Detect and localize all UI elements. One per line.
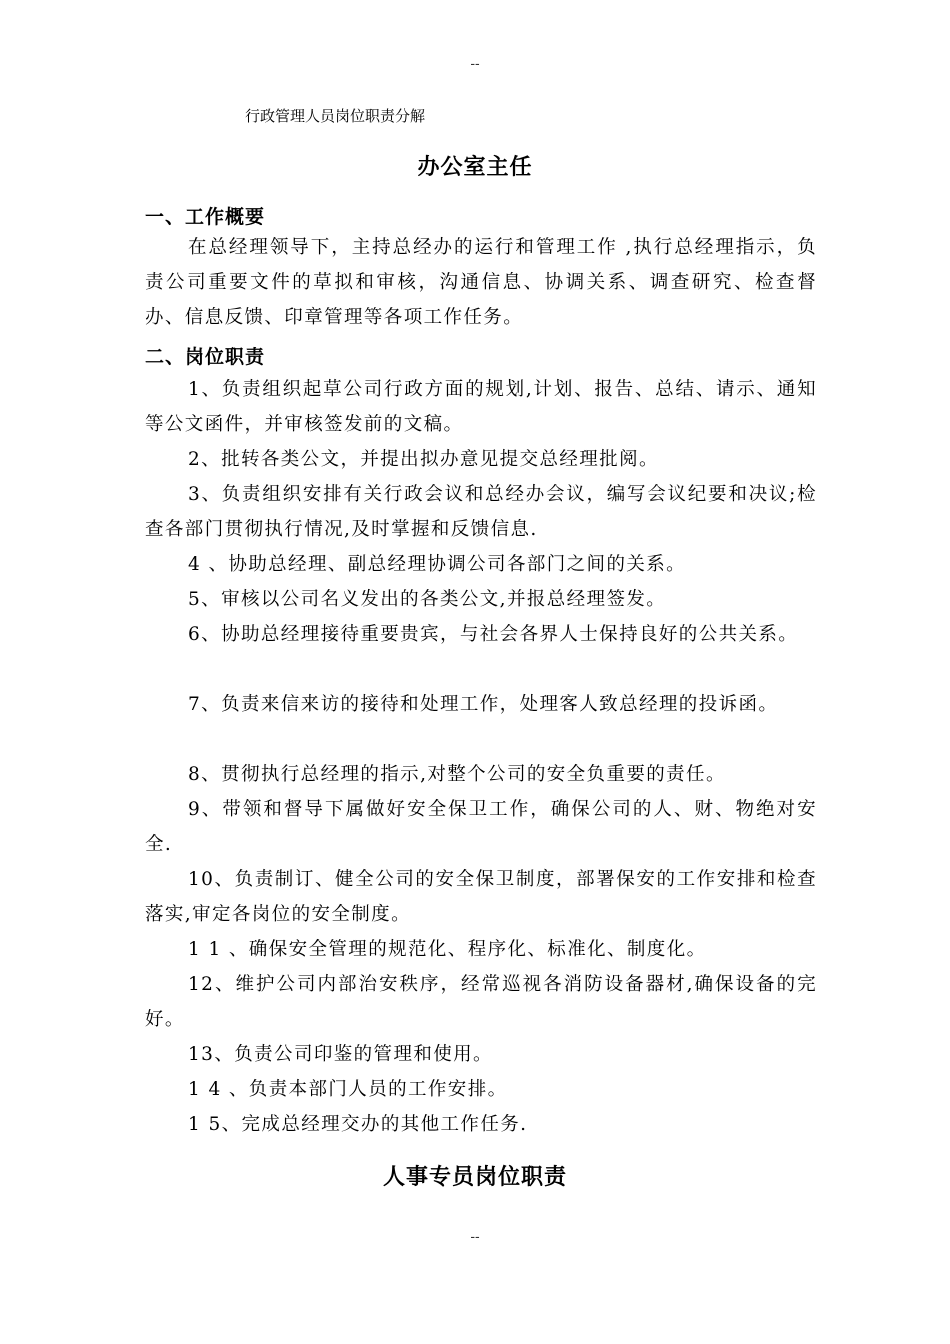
duty-item-7: 7、负责来信来访的接待和处理工作，处理客人致总经理的投诉函。 xyxy=(188,694,779,715)
duty-item-10: 10、负责制订、健全公司的安全保卫制度，部署保安的工作安排和检查落实,审定各岗位的安全制度。 xyxy=(145,869,817,925)
duty-item-2: 2、批转各类公文，并提出拟办意见提交总经理批阅。 xyxy=(188,449,659,470)
duty-item-11: 1 1 、确保安全管理的规范化、程序化、标准化、制度化。 xyxy=(188,939,707,960)
duty-item-14: 1 4 、负责本部门人员的工作安排。 xyxy=(188,1079,508,1100)
duty-item-1: 1、负责组织起草公司行政方面的规划,计划、报告、总结、请示、通知等公文函件，并审核签发前的文稿。 xyxy=(145,379,817,435)
header-marker: -- xyxy=(470,55,480,71)
duty-item-15: 1 5、完成总经理交办的其他工作任务. xyxy=(188,1114,528,1135)
duty-item-6: 6、协助总经理接待重要贵宾，与社会各界人士保持良好的公共关系。 xyxy=(188,624,799,645)
duty-item-13: 13、负责公司印鉴的管理和使用。 xyxy=(188,1044,493,1065)
duty-item-8: 8、贯彻执行总经理的指示,对整个公司的安全负重要的责任。 xyxy=(188,764,726,785)
duty-item-4: 4 、协助总经理、副总经理协调公司各部门之间的关系。 xyxy=(188,554,687,575)
hr-specialist-heading: 人事专员岗位职责 xyxy=(382,1164,567,1190)
document-title: 行政管理人员岗位职责分解 xyxy=(245,107,426,125)
duties-heading: 二、岗位职责 xyxy=(145,346,266,368)
overview-paragraph: 在总经理领导下，主持总经办的运行和管理工作 ,执行总经理指示，负责公司重要文件的草拟和审核，沟通信息、协调关系、调查研究、检查督办、信息反馈、印章管理等各项工作任务。 xyxy=(145,237,817,328)
overview-heading: 一、工作概要 xyxy=(145,206,266,228)
duty-item-5: 5、审核以公司名义发出的各类公文,并报总经理签发。 xyxy=(188,589,667,610)
duty-item-12: 12、维护公司内部治安秩序，经常巡视各消防设备器材,确保设备的完好。 xyxy=(145,974,817,1030)
duty-item-9: 9、带领和督导下属做好安全保卫工作，确保公司的人、财、物绝对安全. xyxy=(145,799,817,855)
office-director-heading: 办公室主任 xyxy=(417,154,533,180)
footer-marker: -- xyxy=(470,1228,480,1244)
duty-item-3: 3、负责组织安排有关行政会议和总经办会议，编写会议纪要和决议;检查各部门贯彻执行情况,及时掌握和反馈信息. xyxy=(145,484,817,540)
